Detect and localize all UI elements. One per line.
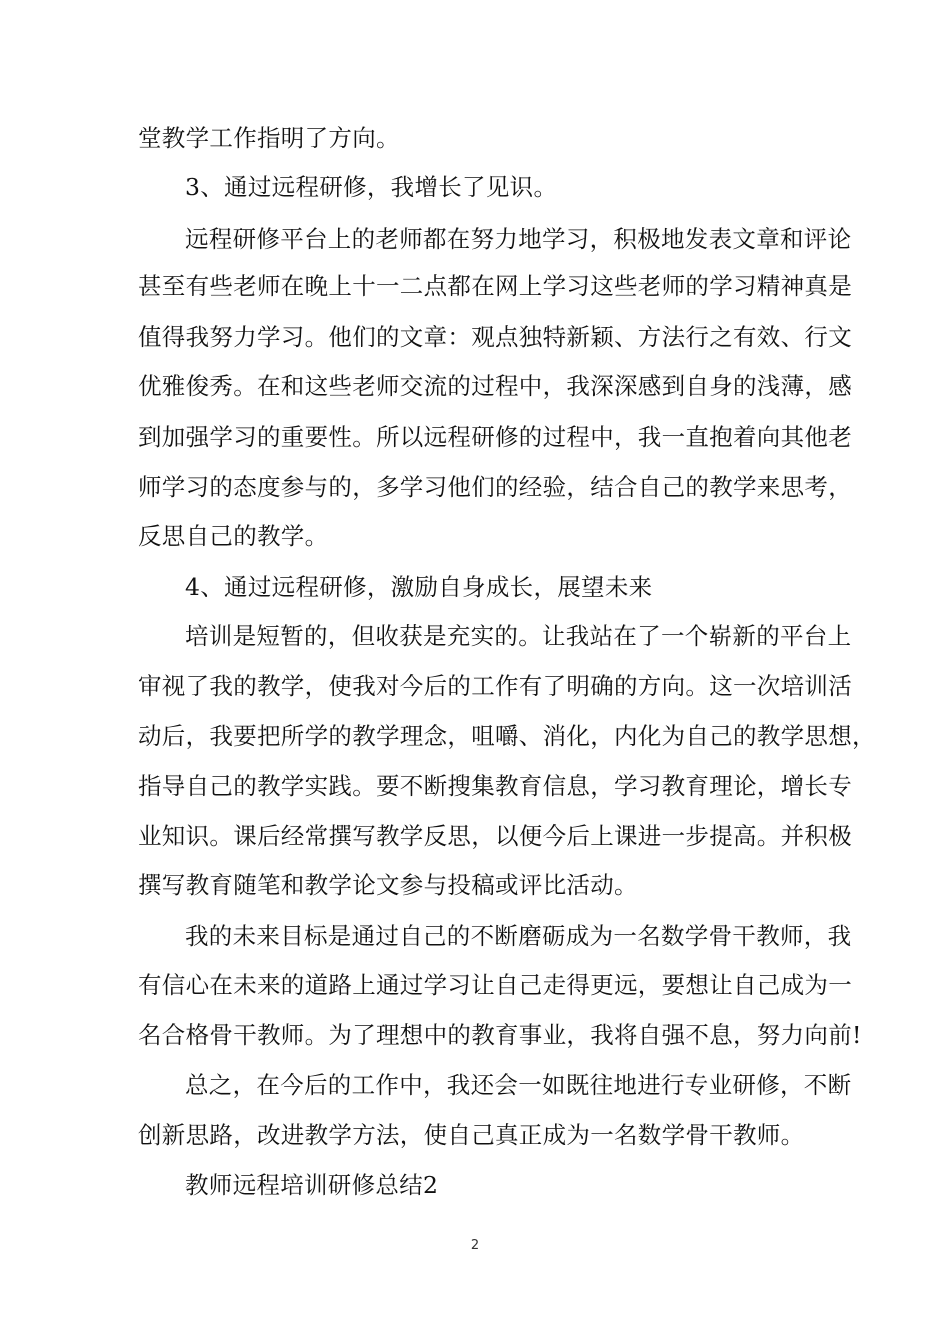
- text-line: 业知识。课后经常撰写教学反思，以便今后上课进一步提高。并积极: [138, 822, 852, 850]
- text-line: 值得我努力学习。他们的文章：观点独特新颖、方法行之有效、行文: [138, 323, 852, 351]
- text-line: 总之，在今后的工作中，我还会一如既往地进行专业研修，不断: [185, 1071, 852, 1099]
- text-line: 撰写教育随笔和教学论文参与投稿或评比活动。: [138, 871, 638, 899]
- text-line: 远程研修平台上的老师都在努力地学习，积极地发表文章和评论: [185, 225, 852, 253]
- document-subtitle: 教师远程培训研修总结2: [185, 1171, 439, 1199]
- text-line: 指导自己的教学实践。要不断搜集教育信息，学习教育理论，增长专: [138, 772, 852, 800]
- section-heading-3: 3、通过远程研修，我增长了见识。: [185, 173, 558, 201]
- text-line: 师学习的态度参与的，多学习他们的经验，结合自己的教学来思考，: [138, 473, 852, 501]
- text-line: 优雅俊秀。在和这些老师交流的过程中，我深深感到自身的浅薄，感: [138, 372, 852, 400]
- text-line: 反思自己的教学。: [138, 522, 329, 550]
- text-line: 堂教学工作指明了方向。: [138, 124, 400, 152]
- text-line: 培训是短暂的，但收获是充实的。让我站在了一个崭新的平台上: [185, 622, 852, 650]
- text-line: 创新思路，改进教学方法，使自己真正成为一名数学骨干教师。: [138, 1121, 805, 1149]
- text-line: 有信心在未来的道路上通过学习让自己走得更远，要想让自己成为一: [138, 971, 852, 999]
- text-line: 名合格骨干教师。为了理想中的教育事业，我将自强不息，努力向前!: [138, 1021, 862, 1049]
- text-line: 我的未来目标是通过自己的不断磨砺成为一名数学骨干教师，我: [185, 922, 852, 950]
- text-line: 到加强学习的重要性。所以远程研修的过程中，我一直抱着向其他老: [138, 423, 852, 451]
- section-heading-4: 4、通过远程研修，激励自身成长，展望未来: [185, 573, 653, 601]
- text-line: 动后，我要把所学的教学理念，咀嚼、消化，内化为自己的教学思想，: [138, 722, 876, 750]
- text-line: 甚至有些老师在晚上十一二点都在网上学习这些老师的学习精神真是: [138, 272, 852, 300]
- text-line: 审视了我的教学，使我对今后的工作有了明确的方向。这一次培训活: [138, 672, 852, 700]
- page-number: 2: [470, 1238, 480, 1253]
